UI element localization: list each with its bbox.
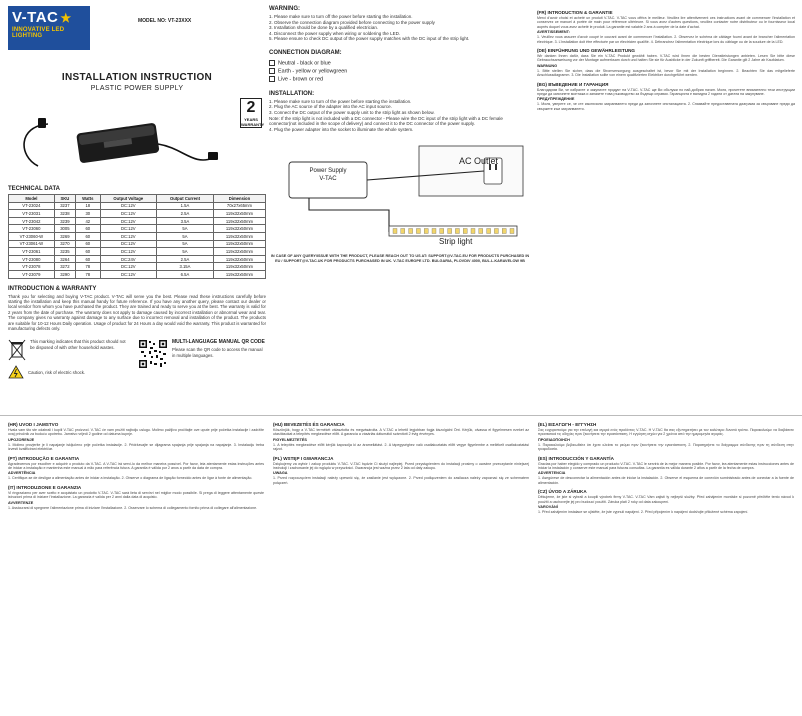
table-row (9, 225, 266, 233)
table-row (9, 202, 266, 210)
power-supply-brand: V-TAC (319, 176, 337, 183)
table-cell: DC:12V (100, 202, 156, 210)
language-section-text: Děkujeme, že jste si vybrali a koupili výrobek firmy V-TAC. V-TAC Vám zajistí ty nejlepší služby. Před zahájením montáže si pozorně přečtěte tento návod k použití a uschovejte jej pro budoucí použití. Záruka platí 2 roky od data zakoupení. (538, 495, 794, 504)
installation-item: Note: If the strip light is not included with a DC connector - Please wire the DC input of the strip light with a DC female connector(not included in the scope of delivery) and connect it to the DC connector of the power supply. (269, 115, 503, 127)
qr-title: MULTI-LANGUAGE MANUAL QR CODE (172, 339, 265, 346)
table-row (9, 240, 266, 248)
language-warning-text: 1. Molimo provjerite je li napajanje isključeno prije početka instalacije. 2. Pridržavajte se dijagrama spajanja prije spajanja na napajanje. 3. Instalaciju treba izvesti kvalificirani električar. (8, 442, 264, 452)
wire-icon (269, 68, 275, 74)
star-icon: ★ (60, 10, 72, 25)
language-warning-title: VAROVÁNÍ (538, 505, 558, 510)
table-cell: VT-23060 (9, 225, 55, 233)
table-body (9, 202, 266, 278)
language-section-text: Agradecemos por escolher e adquirir o produto da V-TAC. A V-TAC irá servi-lo da melhor maneira possível. Por favor, leia atentamente estas instruções antes de iniciar a instalação e mantenha este manual à mão para referência futura. A garantia é válida por 2 anos a partir da data de compra. (8, 461, 264, 471)
qr-section (138, 339, 266, 379)
table-cell: DC:24V (100, 255, 156, 263)
connection-list (269, 60, 531, 84)
language-section-text: Σας ευχαριστούμε για την επιλογή και αγορά ενός προϊόντος V-TAC. Η V-TAC θα σας εξυπηρετήσει με τον καλύτερο δυνατό τρόπο. Παρακαλούμε να διαβάσετε προσεκτικά τις οδηγίες πριν ξεκινήσετε την εγκατάσταση. Η εγγύηση ισχύει για 2 χρόνια από την ημερομηνία αγοράς. (538, 428, 794, 437)
connection-item (269, 76, 531, 84)
language-warning-title: WARNUNG (537, 63, 558, 68)
table-cell: 3235 (54, 248, 75, 256)
led-chip (471, 229, 475, 234)
warranty-badge (240, 98, 265, 128)
installation-list (269, 99, 531, 133)
language-warning-text: 1. A telepítés megkezdése előtt kérjük kapcsolja ki az áramellátást. 2. A tápegységhez való csatlakoztatás előtt vegye figyelembe a mellékelt csatlakoztatási rajzot. (273, 442, 529, 452)
english-cover-column (8, 6, 266, 379)
caution-text: Caution, risk of electric shock. (28, 369, 86, 375)
led-chip (455, 229, 459, 234)
table-cell: VT-23031 (9, 210, 55, 218)
technical-data-title: TECHNICAL DATA (8, 186, 60, 192)
language-section-text: Hvala vam što ste odabrali i kupili V-TAC proizvod. V-TAC će vam pružiti najbolju uslugu. Molimo pažljivo pročitajte ove upute prije početka instalacije i zadržite ovaj priručnik za buduću upotrebu. Jamstvo vrijedi 2 godine od datuma kupnje. (8, 428, 264, 437)
table-cell: 119x32x50mm (213, 255, 265, 263)
language-warning-title: UPOZORENJE (8, 437, 35, 442)
table-cell: 5A (156, 240, 213, 248)
table-cell: 3005 (54, 225, 75, 233)
table-cell: 3238 (54, 210, 75, 218)
wiring-diagram (269, 140, 531, 250)
language-section-title: (HU) BEVEZETÉS ÉS GARANCIA (273, 422, 345, 427)
led-chip (401, 229, 405, 234)
table-cell: VT-23079 (9, 270, 55, 278)
led-chip (463, 229, 467, 234)
language-warning-title: ADVERTÊNCIA (8, 471, 36, 476)
table-cell: 3239 (54, 217, 75, 225)
power-supply-label (291, 167, 365, 183)
table-cell: 60 (76, 225, 101, 233)
english-instructions-column (269, 6, 531, 263)
installation-item: 3. Connect the DC output of the power supply unit to the strip light as shown below. (269, 109, 435, 115)
languages-right-column (537, 6, 795, 111)
table-cell: DC:12V (100, 270, 156, 278)
language-section-text: Благодарим Ви, че избрахте и закупихте продукт на V-TAC. V-TAC ще Ви обслужи по най-добрия начин. Моля, прочетете внимателно тези инструкции преди да започнете монтажа и запазете това ръководство за бъдещи справки. Гаранцията е валидна 2 години от датата на закупуване. (537, 87, 795, 97)
ac-outlet-label: AC Outlet (459, 156, 499, 167)
led-chip (479, 229, 483, 234)
led-chip (510, 229, 514, 234)
table-cell: VT-23061-W (9, 240, 55, 248)
table-cell: 60 (76, 255, 101, 263)
table-cell: DC:12V (100, 217, 156, 225)
bottom-column-3 (538, 418, 794, 514)
connection-item (269, 60, 531, 68)
language-section-title: (HR) UVOD I JAMSTVO (8, 422, 59, 427)
support-notice: IN CASE OF ANY QUERY/ISSUE WITH THE PRODUCT, PLEASE REACH OUT TO US AT: SUPPORT@V-TAC.EU FOR PRODUCTS PURCHASED IN EU / SUPPORT@V-TAC.UK FOR PRODUCTS PURCHASED IN UK. V-TAC EUROPE LTD. BULGARIA, PLOVDIV 4000, BUL.L.KARAVELOW 9B (270, 254, 530, 263)
warning-item: 2. Observe the connection diagram provided before connecting to the power supply (269, 19, 435, 25)
language-section-title: (PL) WSTĘP I GWARANCJA (273, 455, 334, 461)
led-chip (494, 229, 498, 234)
language-warning-text: 1. Παρακαλούμε βεβαιωθείτε ότι έχετε κλείσει το ρεύμα πριν ξεκινήσετε την εγκατάσταση. 2. Παρατηρήστε το διάγραμμα σύνδεσης πριν τη σύνδεση στην τροφοδοσία. (538, 442, 794, 452)
language-warning-title: FIGYELMEZTETÉS (273, 437, 307, 442)
table-row (9, 210, 266, 218)
table-cell: 2.5A (156, 210, 213, 218)
warning-item: 3. Installation should be done by a qualified electrician. (269, 25, 379, 31)
table-row (9, 255, 266, 263)
language-section-title: (IT) INTRODUZIONE E GARANZIA (8, 484, 82, 490)
language-section-text: Wir danken Ihnen dafür, dass Sie ein V-TAC Produkt gewählt haben. V-TAC wird Ihnen die besten Dienstleistungen anbieten. Lesen Sie bitte diese Gebrauchsanweisung vor der Montage aufmerksam durch und halten Sie sie für Ausblicke in der Zukunft griffbereit. Die Garantie gilt 2 Jahre ab Kaufdatum. (537, 54, 795, 63)
led-chip (502, 229, 506, 234)
table-cell: VT-23080 (9, 255, 55, 263)
qr-text: Please scan the QR code to access the manual in multiple languages. (172, 347, 263, 358)
table-cell: VT-23024 (9, 202, 55, 210)
table-cell: 119x32x50mm (213, 263, 265, 271)
language-warning-text: 1. Certifique-se de desligar a alimentação antes de iniciar a instalação. 2. Observe o diagrama de ligação fornecido antes de ligar à fonte de alimentação. (8, 476, 253, 481)
warranty-number: 2 (246, 99, 256, 116)
model-number: MODEL NO: VT-23XXX (138, 18, 192, 24)
table-cell: DC:12V (100, 248, 156, 256)
table-cell: 70x27x65mm (213, 202, 265, 210)
wire-icon (269, 76, 275, 82)
language-warning-text: 1. Před zahájením instalace se ujistěte, že jste vypnuli napájení. 2. Před připojením k napájení dodržujte přiložené schéma zapojení. (538, 510, 749, 515)
language-warning-title: ПРЕДУПРЕЖДЕНИЕ (537, 97, 575, 102)
table-cell: 119x32x50mm (213, 248, 265, 256)
table-cell: 119x32x50mm (213, 232, 265, 240)
language-section-title: (BG) ВЪВЕДЕНИЕ И ГАРАНЦИЯ (537, 81, 609, 87)
table-cell: 2.5A (156, 255, 213, 263)
language-warning-text: 1. Asegúrese de desconectar la alimentación antes de iniciar la instalación. 2. Observe el esquema de conexión suministrado antes de conectar a la fuente de alimentación. (538, 476, 794, 485)
language-section-title: (FR) INTRODUCTION & GARANTIE (537, 10, 613, 15)
installation-item: 2. Plug the AC source of the adapter into the AC input source. (269, 104, 392, 110)
table-cell: VT-23078 (9, 263, 55, 271)
led-chip (448, 229, 452, 234)
table-cell: 6.5A (156, 270, 213, 278)
table-cell: 119x32x50mm (213, 210, 265, 218)
installation-title: INSTALLATION: (269, 90, 315, 97)
table-cell: 119x32x50mm (213, 270, 265, 278)
document-title: INSTALLATION INSTRUCTION (61, 72, 213, 83)
section-divider (0, 415, 802, 416)
brand-logo (8, 6, 90, 50)
table-cell: 1.5A (156, 202, 213, 210)
language-section-title: (CZ) ÚVOD A ZÁRUKA (538, 489, 587, 495)
language-section-text: Vi ringraziamo per aver scelto e acquistato un prodotto V-TAC. V-TAC sarà lieta di servirvi nel miglior modo possibile. Si prega di leggere attentamente queste istruzioni prima di iniziare l'installazione. La garanzia è valida per 2 anni dalla data di acquisto. (8, 490, 264, 500)
table-cell: 119x32x50mm (213, 240, 265, 248)
table-cell: 3269 (54, 232, 75, 240)
bottom-column-2 (273, 418, 529, 485)
table-header-row (9, 195, 266, 203)
table-cell: DC:12V (100, 263, 156, 271)
language-warning-text: 1. Моля, уверете се, че сте изключили захранването преди да започнете инсталацията. 2. Спазвайте предоставената диаграма за свързване преди да свържете към захранването. (537, 102, 795, 111)
language-section-title: (EL) ΕΙΣΑΓΩΓΗ - ΕΓΓΥΗΣΗ (538, 422, 597, 427)
table-cell: 119x32x50mm (213, 217, 265, 225)
wire-icon (269, 60, 275, 66)
brand-tagline: INNOVATIVE LED LIGHTING (12, 27, 65, 39)
qr-code[interactable] (138, 339, 168, 369)
language-section-title: (ES) INTRODUCCIÓN Y GARANTÍA (538, 455, 614, 461)
connection-item (269, 68, 531, 76)
table-cell: VT-23060-W (9, 232, 55, 240)
bottom-column-1 (8, 418, 264, 510)
table-row (9, 248, 266, 256)
connection-item-label: Live - brown or red (278, 76, 323, 83)
disposal-info (8, 339, 130, 379)
table-cell: 3270 (54, 240, 75, 248)
table-cell: 5A (156, 225, 213, 233)
power-supply-text: Power Supply (309, 168, 347, 175)
language-warning-title: AVVERTENZE (8, 500, 34, 505)
warning-item: 1. Please make sure to turn off the power before starting the installation. (269, 14, 413, 19)
table-row (9, 217, 266, 225)
table-header-cell: Model (9, 195, 55, 203)
language-warning-title: ΠΡΟΕΙΔΟΠΟΙΗΣΗ (538, 437, 570, 442)
language-warning-title: ADVERTENCIA (538, 471, 566, 476)
warning-title: WARNING: (269, 6, 300, 12)
table-header-cell: Output Voltage (100, 195, 156, 203)
language-section-text: Merci d'avoir choisi et acheté un produit V-TAC. V-TAC vous offrira le meilleur. Veuillez lire attentivement ces instructions avant de commencer l'installation et conservez ce manuel à portée de main pour référence ultérieure. Si vous avez d'autres questions, veuillez contacter notre distributeur ou le fournisseur local auprès duquel vous avez acheté le produit. La garantie est valable 2 ans à compter de la date d'achat. (537, 16, 795, 29)
intro-title: INTRODUCTION & WARRANTY (8, 285, 97, 292)
language-warning-text: 1. Przed rozpoczęciem instalacji należy upewnić się, że zasilanie jest wyłączone. 2. Przed podłączeniem do zasilacza należy zapoznać się ze schematem połączeń. (273, 476, 529, 485)
table-cell: 3.5A (156, 217, 213, 225)
table-cell: 78 (76, 270, 101, 278)
table-cell: DC:12V (100, 240, 156, 248)
document-subtitle: PLASTIC POWER SUPPLY (90, 85, 184, 92)
product-illustration (8, 96, 266, 184)
warning-list (269, 14, 531, 42)
connection-item-label: Neutral - black or blue (278, 60, 331, 67)
table-header-cell: Dimension (213, 195, 265, 203)
table-cell: 3290 (54, 270, 75, 278)
led-chip (440, 229, 444, 234)
power-supply-image (8, 96, 228, 184)
table-cell: 3264 (54, 255, 75, 263)
table-cell: 3272 (54, 263, 75, 271)
table-cell: 78 (76, 263, 101, 271)
table-cell: 30 (76, 210, 101, 218)
table-header-cell: Output Current (156, 195, 213, 203)
electric-shock-warning-icon (8, 365, 24, 379)
table-header-cell: Watts (76, 195, 101, 203)
led-chip (424, 229, 428, 234)
bottom-languages-section (0, 418, 802, 716)
intro-text: Thank you for selecting and buying V-TAC product. V-TAC will serve you the best. Please read these instructions carefully before starting the installation and keep this manual handy for future reference. If you have any another query, please contact our dealer or local vendor from whom you have purchased the product. They are trained and ready to serve you at the best. The warranty is valid for 2 years from the date of purchase. The warranty does not apply to damage caused by incorrect installation or abnormal wear and tear. The company gives no warranty against damage to any surface due to incorrect removal and installation of the product. The products are suitable for 10-12 Hours Daily operation. Usage of product for 24 Hours a day would void the warranty. This product is warranted for manufacturing defects only. (8, 293, 266, 331)
language-section-text: Dziękujemy za wybór i zakup produktu V-TAC. V-TAC będzie Ci służył najlepiej. Przed przystąpieniem do instalacji prosimy o uważne przeczytanie niniejszej instrukcji i zachowanie jej do wglądu w przyszłości. Gwarancja jest ważna przez 2 lata od daty zakupu. (273, 461, 529, 471)
led-chip (393, 229, 397, 234)
language-warning-text: 1. Veuillez vous assurer d'avoir coupé le courant avant de commencer l'installation. 2. Observez le schéma de câblage fourni avant de brancher l'alimentation électrique. 3. L'installation doit être effectuée par un électricien qualifié. 4. Débranchez l'alimentation électrique lors du câblage ou de la soudure de la LED. (537, 35, 795, 44)
disposal-text: This marking indicates that this product should not be disposed of with other household wastes. (30, 339, 126, 350)
crossed-bin-icon (8, 339, 26, 361)
table-cell: VT-23061 (9, 248, 55, 256)
table-cell: DC:12V (100, 225, 156, 233)
table-cell: 3237 (54, 202, 75, 210)
brand-name: V-TAC (12, 9, 59, 26)
installation-item: 4. Plug the power adapter into the socket to illuminate the whole system. (269, 126, 414, 132)
table-cell: 18 (76, 202, 101, 210)
table-cell: 5A (156, 232, 213, 240)
language-section-text: Gracias por haber elegido y comprado un producto V-TAC. V-TAC le servirá de la mejor manera posible. Por favor, lea atentamente estas instrucciones antes de iniciar la instalación y conserve este manual para futuras consultas. La garantía es válida durante 2 años a partir de la fecha de compra. (538, 461, 794, 471)
language-warning-text: 1. Assicurarsi di spegnere l'alimentazione prima di iniziare l'installazione. 2. Osservare lo schema di collegamento fornito prima di collegare all'alimentazione. (8, 505, 258, 510)
table-row (9, 232, 266, 240)
connection-item-label: Earth - yellow or yellowgreen (278, 68, 348, 75)
table-cell: 5A (156, 248, 213, 256)
table-row (9, 270, 266, 278)
table-header-cell: SKU (54, 195, 75, 203)
installation-item: 1. Please make sure to turn of the power before starting the installation. (269, 98, 412, 104)
language-warning-text: 1. Bitte stellen Sie sicher, dass die Stromversorgung ausgeschaltet ist, bevor Sie mit der Installation beginnen. 2. Beachten Sie das mitgelieferte Anschlussdiagramm. 3. Die Installation sollte von einem qualifizierten Elektriker durchgeführt werden. (537, 68, 795, 78)
led-chip (416, 229, 420, 234)
table-cell: 119x32x50mm (213, 225, 265, 233)
footer-info-row (8, 339, 266, 379)
table-cell: DC:12V (100, 210, 156, 218)
table-cell: 60 (76, 232, 101, 240)
language-warning-title: AVERTISSEMENT: (537, 30, 570, 35)
warning-item: 5. Please ensure to check DC output of the power supply matches with the DC input of the strip light. (269, 36, 470, 42)
led-chip (487, 229, 491, 234)
connection-diagram-title: CONNECTION DIAGRAM: (269, 49, 342, 56)
table-cell: 3.15A (156, 263, 213, 271)
strip-light-label: Strip light (439, 237, 473, 247)
technical-data-table (8, 194, 266, 279)
led-chip (409, 229, 413, 234)
warning-item: 4. Disconnect the power supply when wiring or soldering the LED. (269, 30, 401, 36)
table-cell: DC:12V (100, 232, 156, 240)
led-chip (432, 229, 436, 234)
language-section-text: Köszönjük, hogy a V-TAC termékét választotta és megvásárolta. A V-TAC a lehető legjobban fogja kiszolgálni Önt. Kérjük, olvassa el figyelmesen ezeket az utasításokat a telepítés megkezdése előtt. A garancia a vásárlás dátumától számított 2 évig érvényes. (273, 428, 529, 437)
table-cell: 60 (76, 240, 101, 248)
warranty-label: YEARS WARRANTY (241, 117, 265, 127)
table-cell: 42 (76, 217, 101, 225)
table-cell: VT-23042 (9, 217, 55, 225)
language-warning-title: UWAGA (273, 471, 288, 476)
table-row (9, 263, 266, 271)
table-cell: 60 (76, 248, 101, 256)
language-section-title: (PT) INTRODUÇÃO E GARANTIA (8, 455, 80, 461)
language-section-title: (DE) EINFÜHRUNG UND GEWÄHRLEISTUNG (537, 48, 635, 54)
